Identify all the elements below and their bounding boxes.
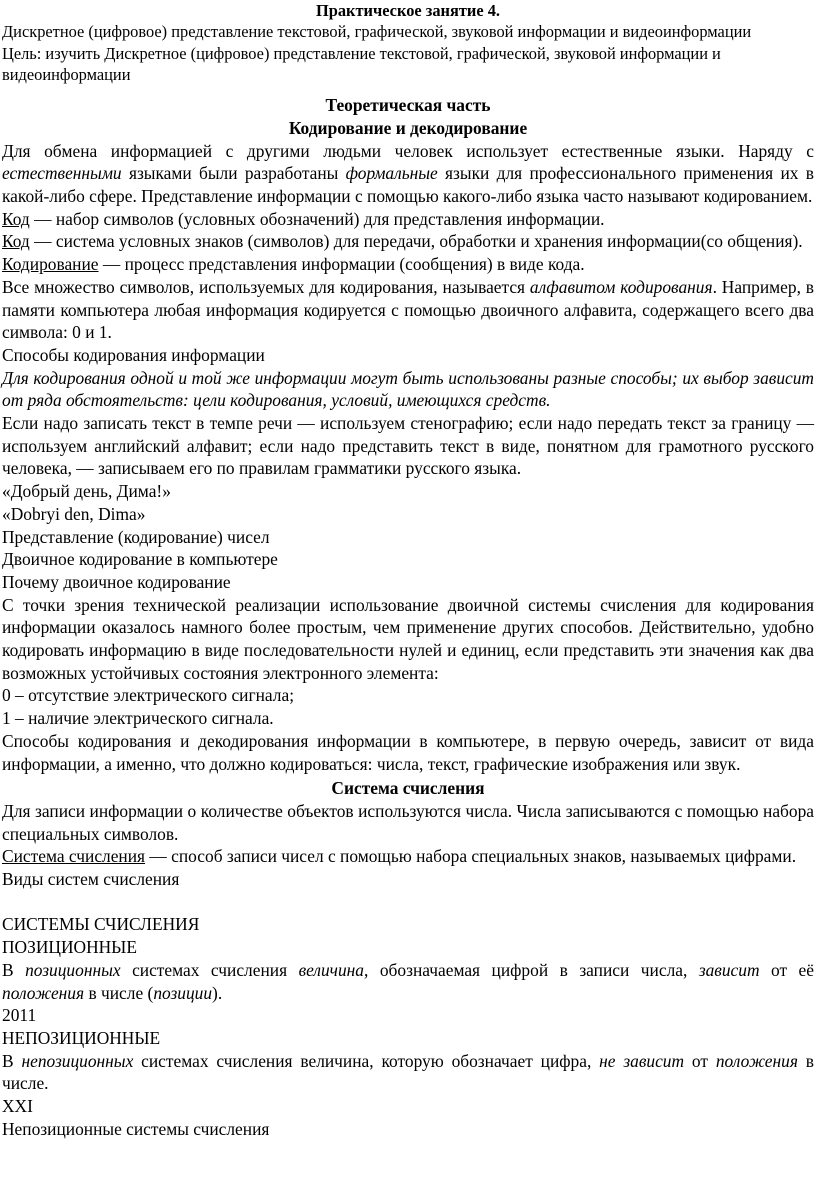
kinds-title: Виды систем счисления xyxy=(2,869,180,890)
example-ru: «Добрый день, Дима!» xyxy=(2,481,171,502)
state-one: 1 – наличие электрического сигнала. xyxy=(2,708,274,729)
numeral-intro: Для записи информации о количестве объектов используются числа. Числа записываются с помощью набора специальных символов. xyxy=(2,800,814,844)
encoding-definition: Кодирование — процесс представления информации (сообщения) в виде кода. xyxy=(2,254,585,275)
methods-italic-paragraph: Для кодирования одной и той же информации могут быть использованы разные способы; их выбор зависит от ряда обстоятельств: цели кодирования, условий, имеющихся средств. xyxy=(2,367,814,411)
numeral-heading: Система счисления xyxy=(331,778,485,799)
alphabet-paragraph: Все множество символов, используемых для кодирования, называется алфавитом кодирования. Например, в памяти компьютера любая информация кодируется с помощью двоичного алфавита, содержащего всего два символа: 0 и 1. xyxy=(2,276,814,343)
numbers-representation: Представление (кодирование) чисел xyxy=(2,526,270,547)
code-definition-1: Код — набор символов (условных обозначений) для представления информации. xyxy=(2,208,605,229)
page-title: Практическое занятие 4. xyxy=(315,1,501,20)
binary-paragraph: С точки зрения технической реализации использование двоичной системы счисления для кодирования информации оказалось намного более простым, чем применение других способов. Действительно, удобно кодировать информацию в виде последовательности нулей и единиц, если представить эти значения как два возможных устойчивых состояния электронного элемента: xyxy=(2,594,814,683)
nonpositional-label: НЕПОЗИЦИОННЫЕ xyxy=(2,1028,161,1048)
nonpositional-title: Непозиционные системы счисления xyxy=(2,1118,270,1139)
positional-label: ПОЗИЦИОННЫЕ xyxy=(2,937,137,958)
intro-paragraph: Для обмена информацией с другими людьми человек использует естественные языки. Наряду с естественными языками были разработаны формальные языки для профессионального применения их в какой-либо сфере. Представление информации с помощью какого-либо языка часто называют кодированием. xyxy=(2,140,814,206)
depends-paragraph: Способы кодирования и декодирования информации в компьютере, в первую очередь, зависит от вида информации, а именно, что должно кодироваться: числа, текст, графические изображения или звук. xyxy=(2,730,814,774)
nonpositional-example: XXI xyxy=(2,1096,33,1117)
section-heading: Теоретическая часть xyxy=(325,95,491,116)
positional-example: 2011 xyxy=(2,1005,37,1026)
topic-line: Дискретное (цифровое) представление текстовой, графической, звуковой информации и видеоинформации xyxy=(2,22,752,42)
code-definition-2: Код — система условных знаков (символов) для передачи, обработки и хранения информации(со общения). xyxy=(2,231,803,252)
goal-line: Цель: изучить Дискретное (цифровое) представление текстовой, графической, звуковой информации и видеоинформации xyxy=(2,43,721,84)
nonpositional-paragraph: В непозиционных системах счисления величина, которую обозначает цифра, не зависит от положения в числе. xyxy=(2,1050,815,1094)
numeral-definition: Система счисления — способ записи чисел с помощью набора специальных знаков, называемых цифрами. xyxy=(2,846,797,867)
binary-in-computer: Двоичное кодирование в компьютере xyxy=(2,549,278,570)
example-en: «Dobryi den, Dima» xyxy=(2,503,146,524)
methods-paragraph: Если надо записать текст в темпе речи — используем стенографию; если надо передать текст за границу — используем английский алфавит; если надо представить текст в виде, понятном для грамотного русского человека, — записываем его по правилам грамматики русского языка. xyxy=(2,413,814,479)
positional-paragraph: В позиционных системах счисления величина, обозначаемая цифрой в записи числа, зависит от её положения в числе (позиции). xyxy=(2,959,814,1003)
methods-title: Способы кодирования информации xyxy=(2,344,265,365)
blank-line xyxy=(2,891,814,914)
subsection-heading: Кодирование и декодирование xyxy=(288,117,528,138)
state-zero: 0 – отсутствие электрического сигнала; xyxy=(2,685,295,706)
why-binary: Почему двоичное кодирование xyxy=(2,571,231,592)
systems-label: СИСТЕМЫ СЧИСЛЕНИЯ xyxy=(2,914,200,935)
